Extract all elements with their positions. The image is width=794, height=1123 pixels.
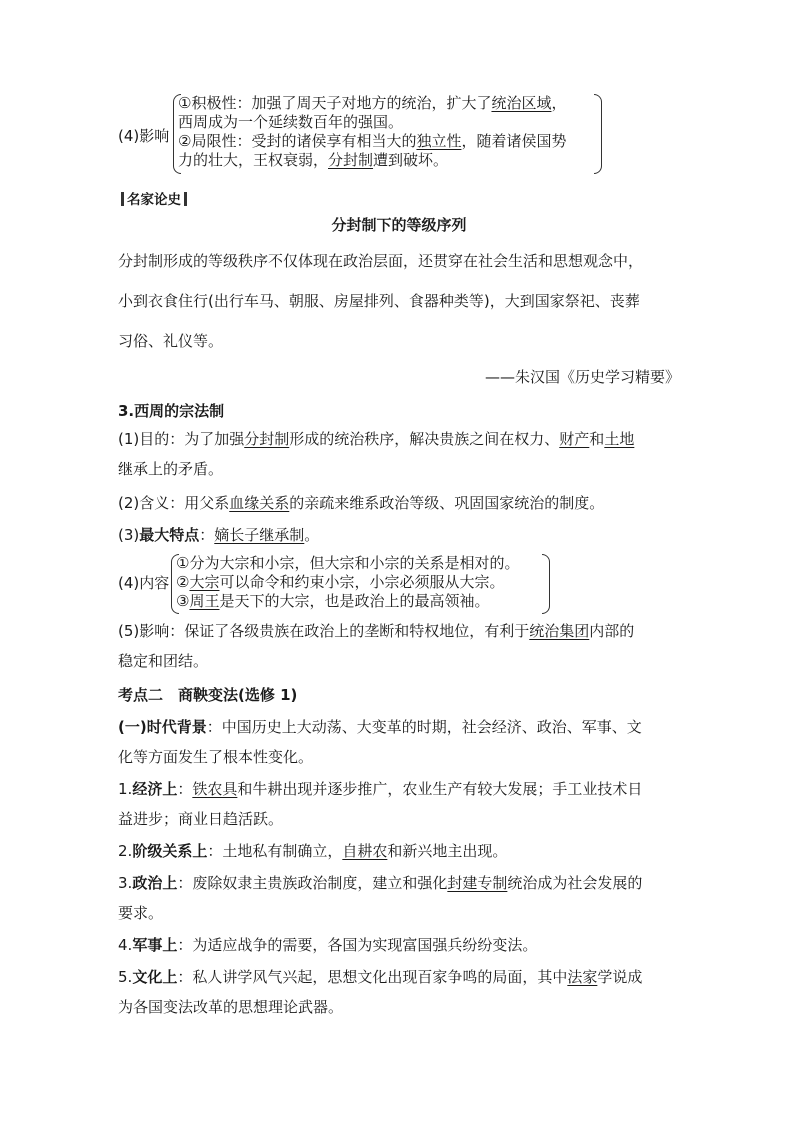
zongfa-effect: (5)影响：保证了各级贵族在政治上的垄断和特权地位，有利于统治集团内部的 稳定和团结。 — [118, 622, 635, 670]
shangyang-class: 2.阶级关系上：土地私有制确立，自耕农和新兴地主出现。 — [118, 842, 508, 860]
impact-line-4: 力的壮大，王权衰弱，分封制遭到破坏。 — [178, 151, 449, 169]
famous-tag: 名家论史 — [118, 188, 190, 208]
impact-right-brace — [594, 94, 602, 174]
famous-title: 分封制下的等级序列 — [331, 216, 467, 234]
zongfa-content-label: (4)内容 — [118, 574, 170, 592]
content-item-2: ②大宗可以命令和约束小宗，小宗必须服从大宗。 — [176, 573, 505, 591]
zongfa-feature: (3)最大特点：嫡长子继承制。 — [118, 526, 320, 544]
shangyang-military: 4.军事上：为适应战争的需要，各国为实现富国强兵纷纷变法。 — [118, 936, 538, 954]
impact-label: (4)影响 — [118, 127, 170, 145]
impact-line-2: 西周成为一个延续数百年的强国。 — [178, 113, 404, 131]
content-item-1: ①分为大宗和小宗，但大宗和小宗的关系是相对的。 — [176, 554, 520, 572]
famous-line-3: 习俗、礼仪等。 — [118, 332, 224, 350]
shangyang-culture: 5.文化上：私人讲学风气兴起，思想文化出现百家争鸣的局面，其中法家学说成 为各国变法改革的思想理论武器。 — [118, 968, 643, 1016]
zongfa-content-block — [118, 554, 680, 616]
impact-line-3: ②局限性：受封的诸侯享有相当大的独立性，随着诸侯国势 — [178, 132, 567, 150]
zongfa-title: 3.西周的宗法制 — [118, 402, 225, 420]
content-item-3: ③周王是天下的大宗，也是政治上的最高领袖。 — [176, 592, 490, 610]
shangyang-background: (一)时代背景：中国历史上大动荡、大变革的时期，社会经济、政治、军事、文 化等方面发生了根本性变化。 — [118, 718, 642, 766]
famous-line-1: 分封制形成的等级秩序不仅体现在政治层面，还贯穿在社会生活和思想观念中， — [118, 252, 644, 270]
shangyang-title: 考点二 商鞅变法(选修 1) — [118, 686, 298, 704]
shangyang-politics: 3.政治上：废除奴隶主贵族政治制度，建立和强化封建专制统治成为社会发展的 要求。 — [118, 874, 643, 922]
content-right-brace — [542, 554, 550, 614]
impact-block — [118, 92, 680, 178]
famous-source: ——朱汉国《历史学习精要》 — [484, 368, 680, 386]
impact-line-1: ①积极性：加强了周天子对地方的统治，扩大了统治区域， — [178, 94, 567, 112]
zongfa-meaning: (2)含义：用父系血缘关系的亲疏来维系政治等级、巩固国家统治的制度。 — [118, 494, 605, 512]
shangyang-economy: 1.经济上：铁农具和牛耕出现并逐步推广，农业生产有较大发展；手工业技术日 益进步；商业日趋活跃。 — [118, 780, 643, 828]
zongfa-purpose: (1)目的：为了加强分封制形成的统治秩序，解决贵族之间在权力、财产和土地 继承上的矛盾。 — [118, 430, 635, 478]
famous-line-2: 小到衣食住行(出行车马、朝服、房屋排列、食器种类等)，大到国家祭祀、丧葬 — [118, 292, 640, 310]
